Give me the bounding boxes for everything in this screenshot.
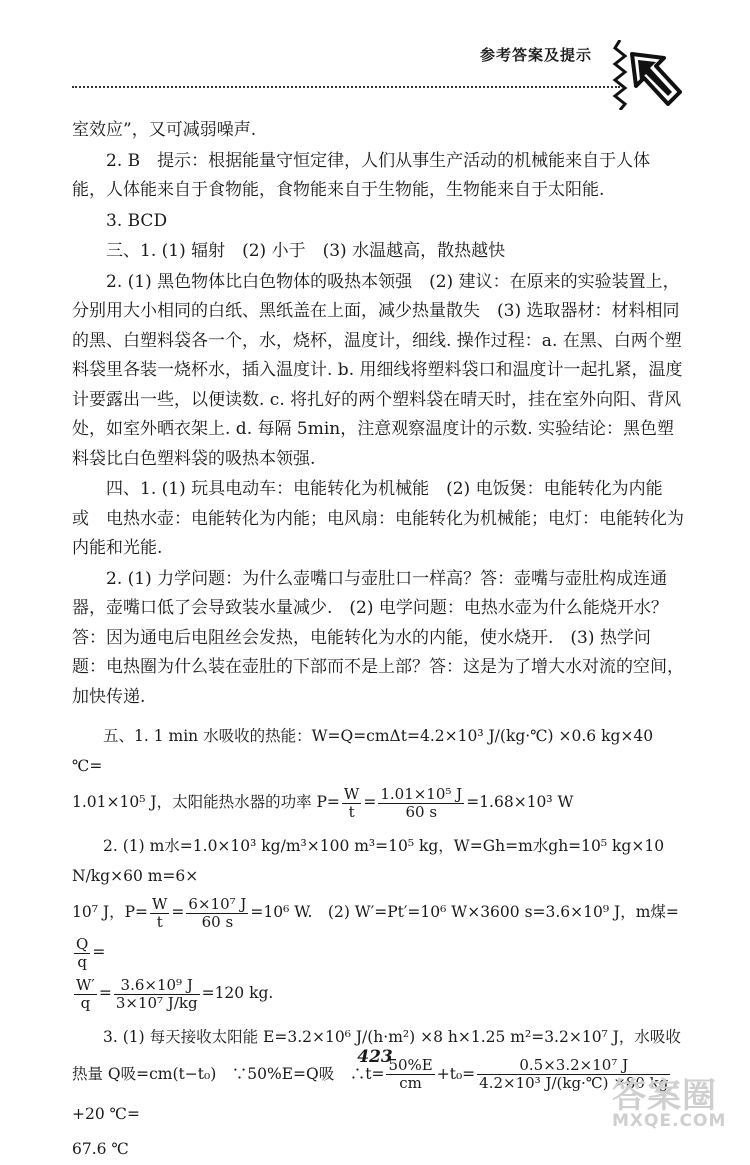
arrow-logo-icon: [628, 50, 684, 110]
numerator: Q: [76, 934, 89, 953]
denominator: t: [156, 912, 163, 931]
denominator: 60 s: [405, 802, 438, 821]
paragraph: 2. B 提示：根据能量守恒定律，人们从事生产活动的机械能来自于人体能，人体能来自于食物能，食物能来自于生物能，生物能来自于太阳能.: [72, 150, 651, 200]
denominator: 3×10⁷ J/kg: [115, 993, 198, 1012]
paragraph: 2. (1) 力学问题：为什么壶嘴口与壶肚口一样高？答：壶嘴与壶肚构成连通器，壶嘴口低了会导致装水量减少. (2) 电学问题：电热水壶为什么能烧开水？答：因为通电后电阻丝会发热，电能转化为水的内能，使水烧开. (3) 热学问题：电热圈为什么装在壶肚的下部而不是上部？答：这是为了增大水对流的空间，加快传递.: [72, 568, 684, 707]
denominator: cm: [399, 1074, 422, 1092]
page-number: 423: [357, 1047, 393, 1067]
paragraph: 67.6 ℃: [72, 1139, 129, 1158]
formula-line: [72, 973, 684, 1013]
watermark: [612, 1068, 726, 1131]
text-span: =: [171, 903, 185, 921]
text-span: =10⁶ W. (2) W′=Pt′=10⁶ W×3600 s=3.6×10⁹ J，m煤=: [250, 903, 679, 921]
numerator: 0.5×3.2×10⁷ J: [477, 1057, 670, 1075]
text-span: 热量 Q吸=cm(t−t₀) ∵50%E=Q吸 ∴t=: [72, 1064, 385, 1083]
paragraph: 3. (1) 每天接收太阳能 E=3.2×10⁶ J/(h·m²) ×8 h×1.25 m²=3.2×10⁷ J，水吸收: [103, 1028, 681, 1046]
text-span: =: [98, 984, 112, 1002]
paragraph: 四、1. (1) 玩具电动车：电能转化为机械能 (2) 电饭煲：电能转化为内能 或 电热水壶：电能转化为内能；电风扇：电能转化为机械能；电灯：电能转化为内能和光能.: [72, 479, 684, 558]
numerator: 6×10⁷ J: [188, 894, 247, 913]
text-span: +20 ℃=: [72, 1104, 140, 1123]
numerator: W′: [76, 975, 95, 994]
zigzag-decoration-icon: [612, 40, 628, 110]
watermark-url: MXQE.COM: [612, 1111, 727, 1131]
denominator: q: [80, 993, 91, 1012]
text-span: =: [363, 793, 377, 811]
header-divider: [72, 86, 620, 88]
paragraph: 2. (1) m水=1.0×10³ kg/m³×100 m³=10⁵ kg，W=Gh=m水gh=10⁵ kg×10 N/kg×60 m=6×: [72, 837, 665, 885]
fraction: [342, 786, 361, 821]
numerator: W: [152, 894, 168, 913]
numerator: W: [343, 784, 360, 803]
fraction: [186, 896, 248, 931]
formula-line: [72, 782, 684, 822]
numerator: 50%E: [388, 1056, 433, 1074]
denominator: t: [348, 802, 355, 821]
text-span: =: [92, 943, 106, 961]
fraction: [114, 977, 200, 1012]
fraction: [74, 936, 90, 971]
watermark-main: 答案圈: [612, 1076, 717, 1116]
paragraph: 五、1. 1 min 水吸收的热能：W=Q=cmΔt=4.2×10³ J/(kg·℃) ×0.6 kg×40 ℃=: [72, 727, 654, 775]
numerator: 1.01×10⁵ J: [380, 784, 463, 803]
text-span: 10⁷ J，P=: [72, 903, 148, 921]
fraction: [378, 786, 464, 821]
text-span: +t₀=: [436, 1064, 476, 1083]
text-span: 1.01×10⁵ J，太阳能热水器的功率 P=: [72, 793, 340, 811]
paragraph: 2. (1) 黑色物体比白色物体的吸热本领强 (2) 建议：在原来的实验装置上，分别用大小相同的白纸、黑纸盖在上面，减少热量散失 (3) 选取器材：材料相同的黑、白塑料袋各一个，水，烧杯，温度计，细线. 操作过程：a. 在黑、白两个塑料袋里各装一烧杯水，插入温度计. b. 用细线将塑料袋口和温度计一起扎紧，温度计要露出一些，以便读数. c. 将扎好的两个塑料袋在晴天时，挂在室外向阳、背风处，如室外晒衣架上. d. 每隔 5min，注意观察温度计的示数. 实验结论：黑色塑料袋比白色塑料袋的吸热本领强.: [72, 271, 683, 469]
text-span: =120 kg.: [201, 984, 274, 1002]
denominator: 60 s: [201, 912, 234, 931]
paragraph: 三、1. (1) 辐射 (2) 小于 (3) 水温越高，散热越快: [106, 241, 506, 261]
answer-content: [72, 116, 684, 1165]
text-span: =1.68×10³ W: [466, 793, 574, 811]
header-title: 参考答案及提示: [480, 46, 593, 64]
numerator: 3.6×10⁹ J: [114, 977, 200, 995]
formula-line: [72, 892, 684, 972]
paragraph: 3. BCD: [106, 210, 168, 231]
denominator: 4.2×10³ J/(kg·℃) ×80 kg: [479, 1074, 669, 1092]
fraction: [150, 896, 169, 931]
paragraph: 室效应”，又可减弱噪声.: [72, 120, 257, 140]
fraction: [74, 977, 97, 1012]
denominator: q: [77, 952, 87, 971]
